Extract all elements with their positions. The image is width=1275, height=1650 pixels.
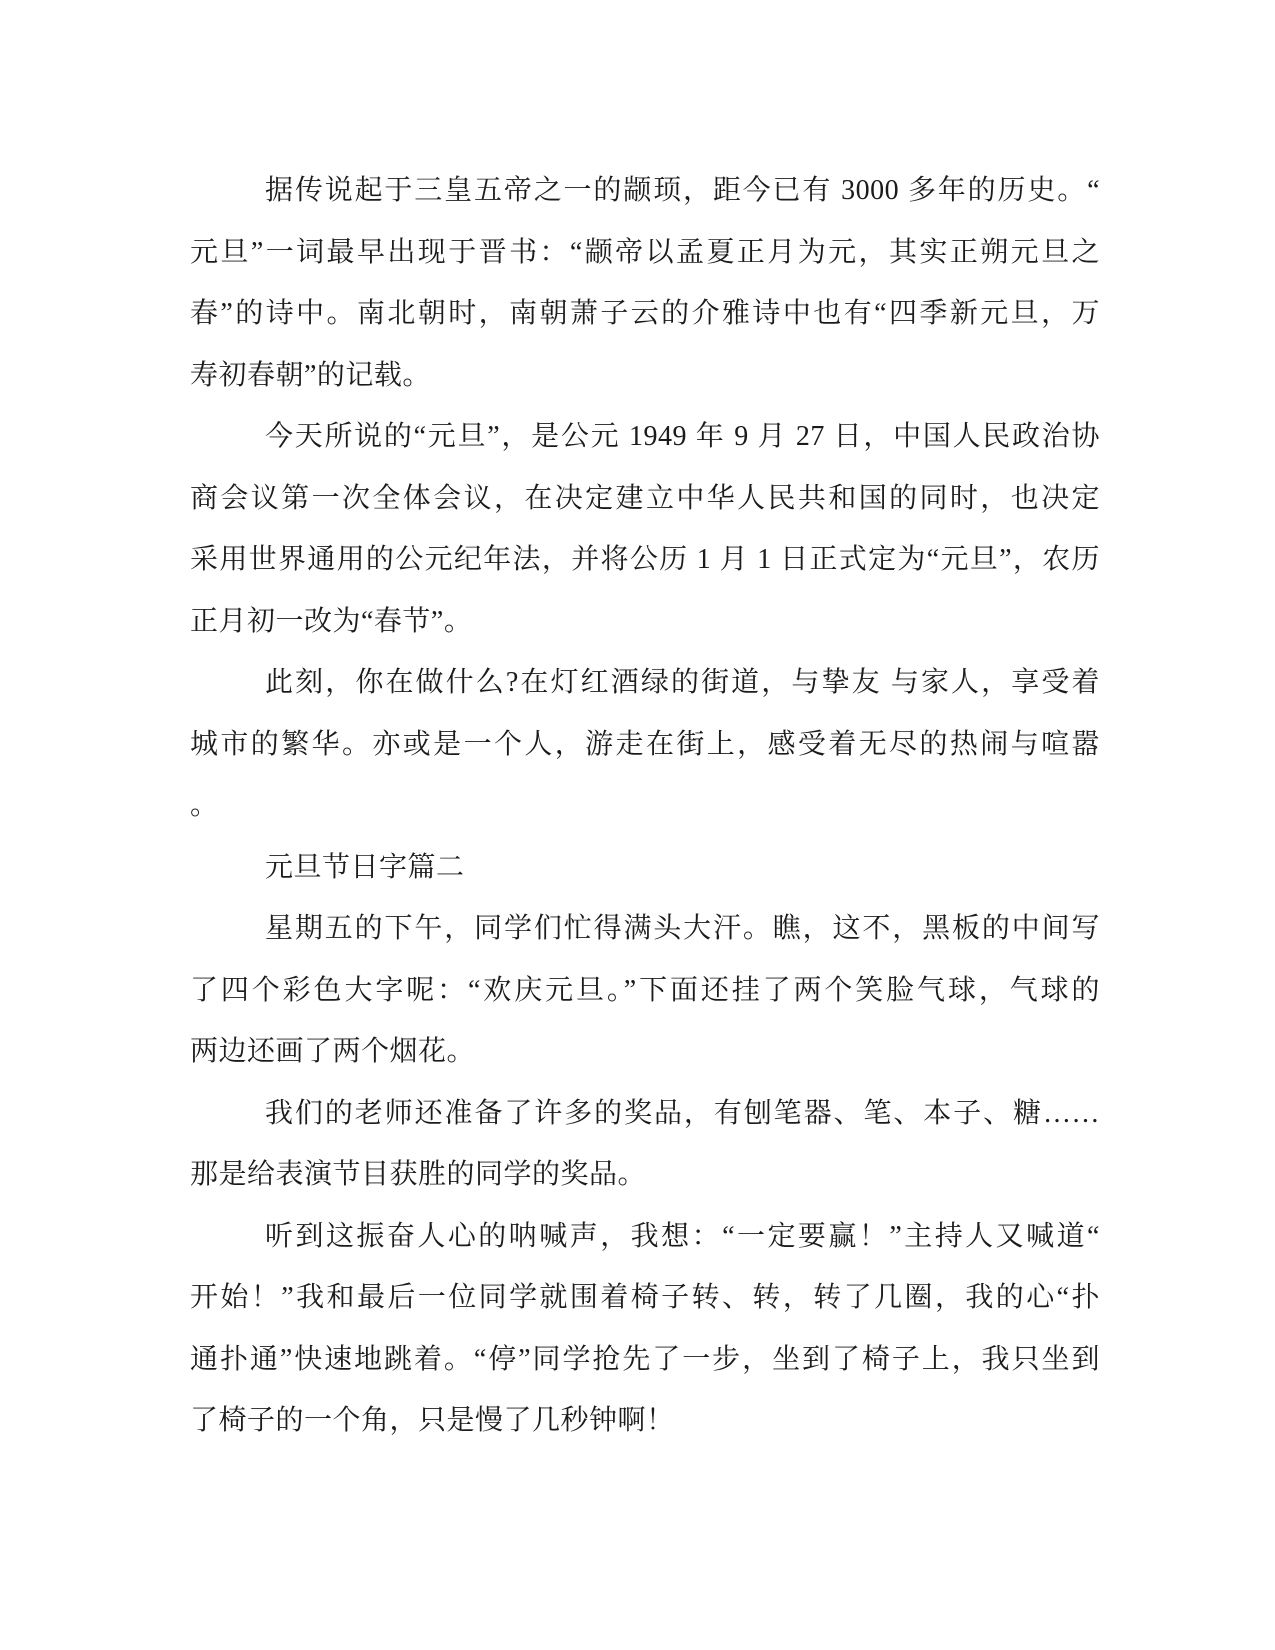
essay-body xyxy=(190,160,1100,1452)
text-line: 星期五的下午，同学们忙得满头大汗。瞧，这不，黑板的中间写 xyxy=(265,913,1100,944)
text-line: 我们的老师还准备了许多的奖品，有刨笔器、笔、本子、糖…… xyxy=(265,1097,1100,1129)
paragraph-this-moment xyxy=(190,652,1100,837)
section-heading-line: 元旦节日字篇二 xyxy=(265,851,465,883)
text-line: 通扑通”快速地跳着。“停”同学抢先了一步，坐到了椅子上，我只坐到 xyxy=(190,1343,1100,1375)
paragraph-modern-yuandan xyxy=(190,406,1100,652)
text-line: 据传说起于三皇五帝之一的颛顼，距今已有 3000 多年的历史。“ xyxy=(265,175,1100,206)
text-line: 此刻，你在做什么?在灯红酒绿的街道，与挚友 与家人，享受着 xyxy=(265,667,1100,698)
text-line: 寿初春朝”的记载。 xyxy=(190,359,431,391)
text-line: 正月初一改为“春节”。 xyxy=(190,605,473,637)
text-line: 听到这振奋人心的呐喊声，我想：“一定要赢！”主持人又喊道“ xyxy=(265,1220,1100,1252)
paragraph-origin-history xyxy=(190,160,1100,406)
text-line: 两边还画了两个烟花。 xyxy=(190,1036,476,1067)
text-line: 城市的繁华。亦或是一个人，游走在街上，感受着无尽的热闹与喧嚣 xyxy=(190,728,1100,760)
text-line: 商会议第一次全体会议，在决定建立中华人民共和国的同时，也决定 xyxy=(190,482,1100,514)
text-line: 今天所说的“元旦”，是公元 1949 年 9 月 27 日，中国人民政治协 xyxy=(265,421,1100,452)
paragraph-chair-game xyxy=(190,1206,1100,1452)
text-line: 了椅子的一个角，只是慢了几秒钟啊！ xyxy=(190,1405,675,1436)
text-line: 那是给表演节目获胜的同学的奖品。 xyxy=(190,1159,647,1190)
paragraph-friday-afternoon xyxy=(190,898,1100,1083)
text-line: 开始！”我和最后一位同学就围着椅子转、转，转了几圈，我的心“扑 xyxy=(190,1282,1100,1313)
text-line: 了四个彩色大字呢：“欢庆元旦。”下面还挂了两个笑脸气球，气球的 xyxy=(190,974,1100,1006)
text-line: 元旦”一词最早出现于晋书：“颛帝以孟夏正月为元，其实正朔元旦之 xyxy=(190,236,1100,268)
paragraph-section-heading xyxy=(190,837,1100,899)
text-line: 。 xyxy=(190,790,219,821)
text-line: 采用世界通用的公元纪年法，并将公历 1 月 1 日正式定为“元旦”，农历 xyxy=(190,544,1100,575)
paragraph-teacher-prizes xyxy=(190,1083,1100,1206)
text-line: 春”的诗中。南北朝时，南朝萧子云的介雅诗中也有“四季新元旦，万 xyxy=(190,298,1100,329)
